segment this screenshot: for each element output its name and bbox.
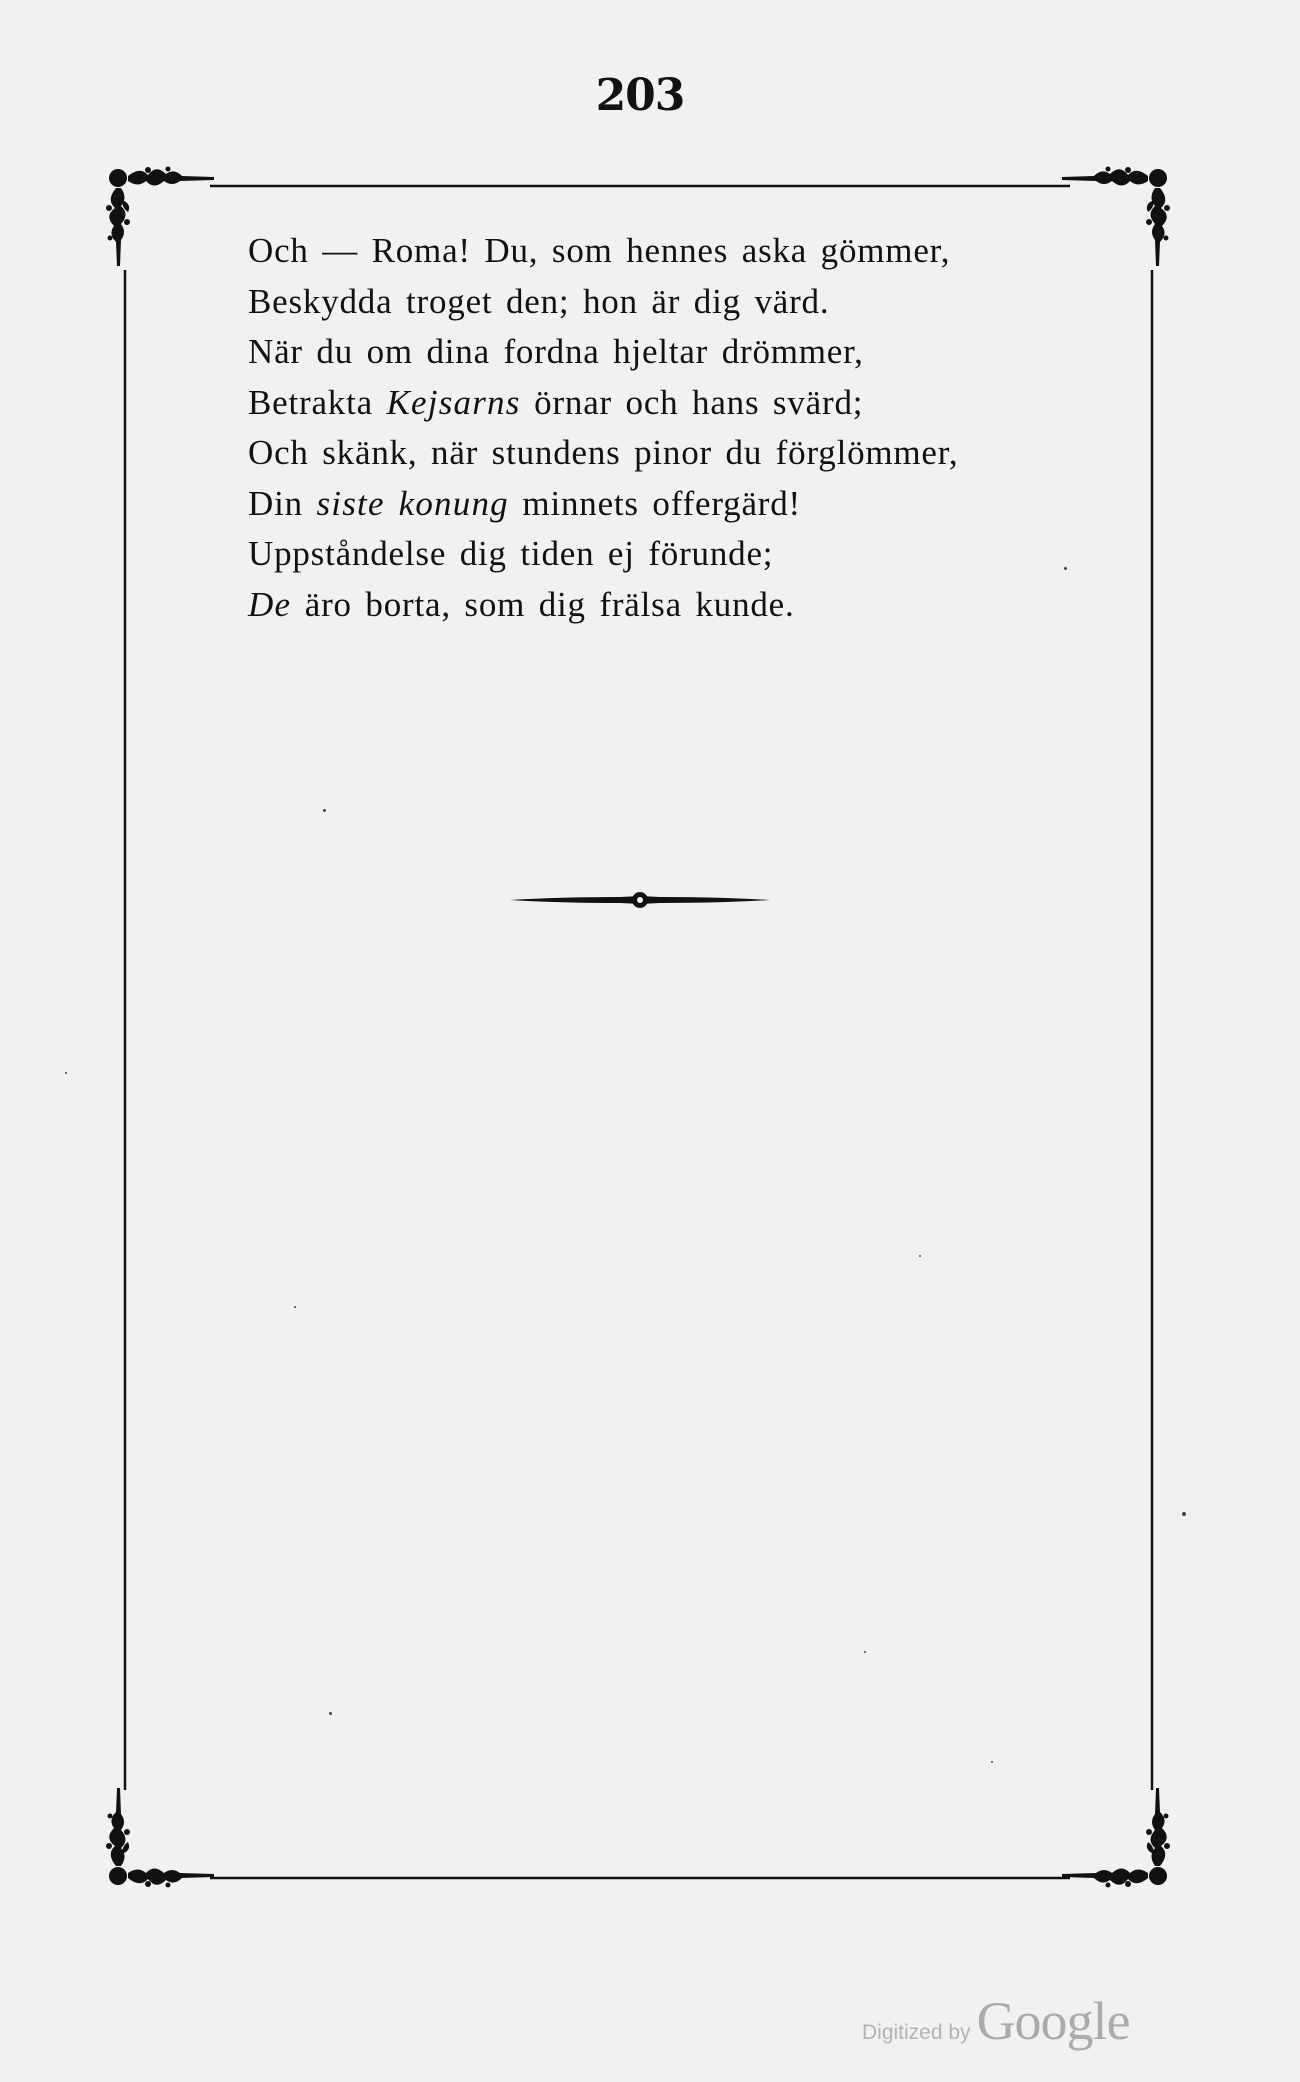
poem-text: minnets offergärd! <box>508 483 801 523</box>
poem-text: äro borta, som dig frälsa kunde. <box>291 584 795 624</box>
floral-corner-icon <box>106 1788 214 1888</box>
poem-italic-text: Kejsarns <box>386 382 521 422</box>
poem-line <box>248 479 1108 530</box>
scan-speck <box>323 809 326 812</box>
scan-speck <box>864 1651 866 1653</box>
poem-line <box>248 580 1108 631</box>
poem-line <box>248 529 1108 580</box>
digitization-watermark <box>862 1990 1130 2052</box>
poem-text: örnar och hans svärd; <box>520 382 864 422</box>
scan-speck <box>65 1072 67 1074</box>
scan-speck <box>991 1761 993 1763</box>
watermark-prefix: Digitized by <box>862 2021 971 2044</box>
floral-corner-icon <box>106 167 214 267</box>
page-number: 203 <box>595 70 685 121</box>
poem-text: Och skänk, när stundens pinor du förglömmer, <box>248 433 959 472</box>
poem-text: Och — Roma! Du, som hennes aska gömmer, <box>248 231 951 270</box>
poem-text: När du om dina fordna hjeltar drömmer, <box>248 332 864 371</box>
poem-italic-text: De <box>248 584 292 624</box>
poem-text: Uppståndelse dig tiden ej förunde; <box>248 534 774 573</box>
poem-line <box>248 378 1108 429</box>
scan-speck <box>1182 1512 1186 1516</box>
scan-speck <box>919 1255 921 1257</box>
poem-line <box>248 327 1108 378</box>
scan-speck <box>329 1712 332 1715</box>
google-logo: Google <box>976 1991 1130 2051</box>
floral-corner-icon <box>1062 1788 1170 1888</box>
poem-line <box>248 226 1108 277</box>
tailpiece-ornament-icon <box>510 892 770 908</box>
poem-text: Beskydda troget den; hon är dig värd. <box>248 281 830 321</box>
scan-speck <box>1064 567 1067 570</box>
poem-line <box>248 428 1108 479</box>
poem-text: Din <box>248 483 317 523</box>
poem-text: Betrakta <box>248 382 387 422</box>
poem-stanza <box>248 226 1108 630</box>
poem-line <box>248 277 1108 328</box>
poem-italic-text: siste konung <box>316 483 509 523</box>
scan-speck <box>294 1306 296 1308</box>
